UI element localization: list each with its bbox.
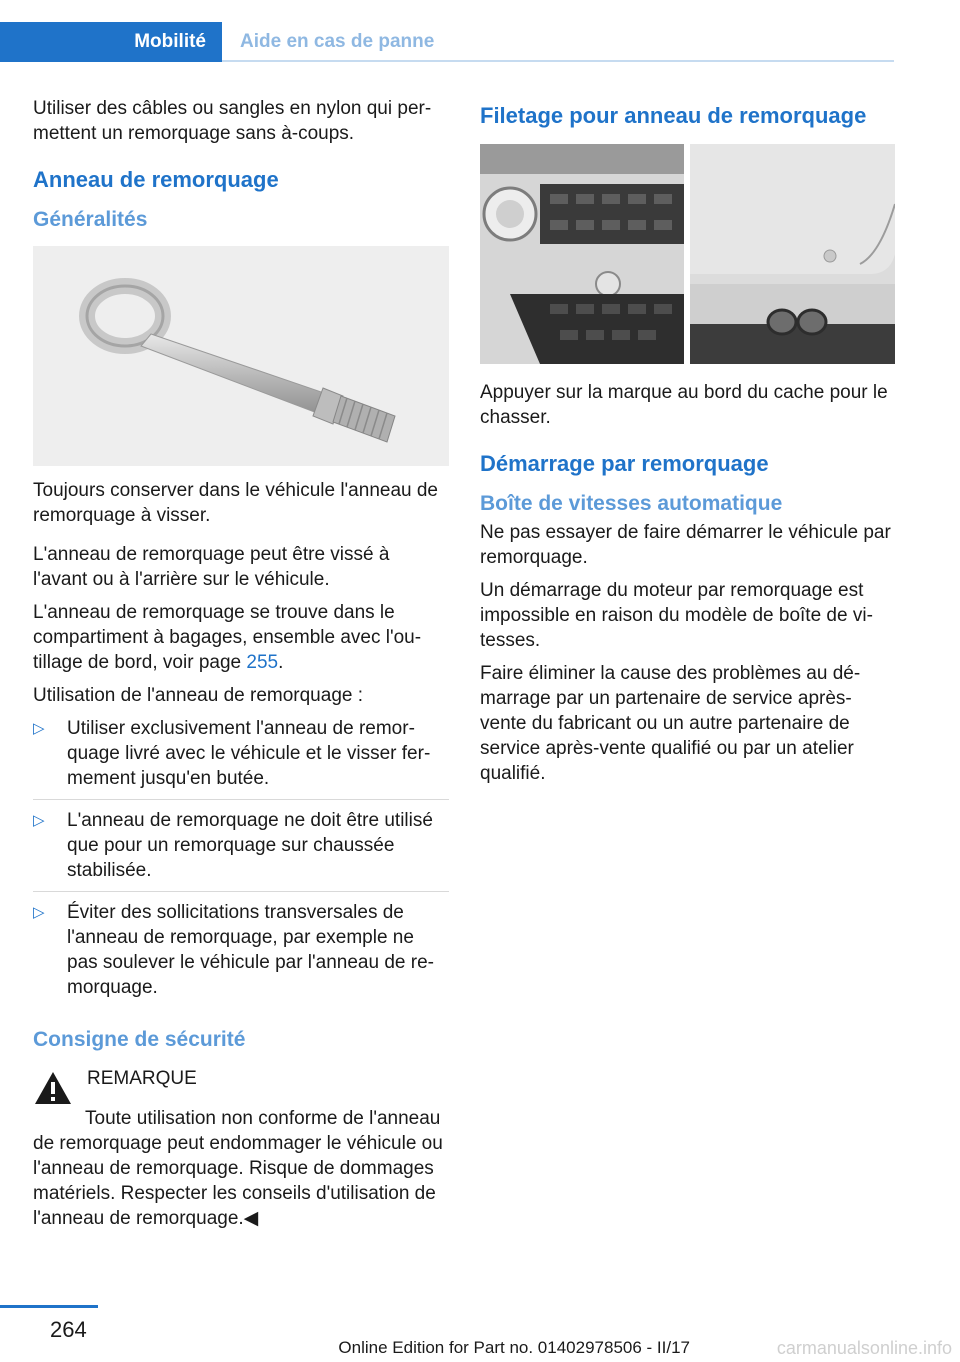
heading-filetage: Filetage pour anneau de remorquage bbox=[480, 103, 867, 128]
tow-eye-drawing bbox=[33, 246, 449, 466]
list-item-text: L'anneau de remorquage ne doit être utilisé que pour un remorquage sur chaussée stabilisée. bbox=[67, 810, 433, 881]
tab-divider bbox=[222, 60, 894, 62]
paragraph-appuyer: Appuyer sur la marque au bord du cache pour le chasser. bbox=[480, 382, 888, 428]
heading-boite-automatique: Boîte de vitesses automatique bbox=[480, 492, 783, 515]
triangle-right-icon: ▷ bbox=[33, 904, 45, 921]
tab-mobilite[interactable]: Mobilité bbox=[0, 22, 222, 62]
page-link[interactable]: 255 bbox=[246, 652, 279, 673]
heading-demarrage: Démarrage par remorquage bbox=[480, 451, 769, 476]
paragraph-faire: Faire éliminer la cause des problèmes au démarrage par un partenaire de service après-vente du fabricant ou un autre partenaire de service après-vente qualifié ou par un atelier qualifié. bbox=[480, 663, 861, 784]
warning-title: REMARQUE bbox=[87, 1068, 197, 1089]
watermark: carmanualsonline.info bbox=[776, 1338, 952, 1358]
page-number: 264 bbox=[50, 1317, 87, 1342]
heading-consigne-de-securite: Consigne de sécurité bbox=[33, 1028, 246, 1051]
paragraph-trouve-text: L'anneau de remorquage se trouve dans le compartiment à bagages, ensemble avec l'outillage de bord, voir page bbox=[33, 602, 422, 673]
paragraph-conserver: Toujours conserver dans le véhicule l'anneau de remorquage à visser. bbox=[33, 480, 438, 526]
paragraph-visse: L'anneau de remorquage peut être vissé à l'avant ou à l'arrière sur le véhicule. bbox=[33, 544, 390, 590]
list-item bbox=[33, 808, 449, 892]
paragraph-trouve bbox=[33, 600, 449, 675]
warning-text: Toute utilisation non conforme de l'anneau de remorquage peut endommager le véhicule ou l'anneau de remorquage. Risque de dommages matériels. Respecter les conseils d'utilisation de l'anneau de remorquage.◀ bbox=[33, 1108, 443, 1229]
right-column bbox=[480, 96, 896, 794]
list-item-text: Éviter des sollicitations transversales de l'anneau de remorquage, par exemple ne pas soulever le véhicule par l'anneau de remorquage. bbox=[67, 902, 434, 998]
paragraph-utilisation: Utilisation de l'anneau de remorquage : bbox=[33, 685, 364, 706]
front-bumper-photo bbox=[480, 144, 684, 364]
list-item bbox=[33, 900, 449, 1008]
rear-bumper-photo bbox=[690, 144, 895, 364]
usage-list bbox=[33, 716, 449, 1008]
paragraph-impossible: Un démarrage du moteur par remorquage est impossible en raison du modèle de boîte de vitesses. bbox=[480, 580, 873, 651]
tab-aide-en-cas-de-panne[interactable]: Aide en cas de panne bbox=[240, 31, 435, 52]
list-item bbox=[33, 716, 449, 800]
heading-generalites: Généralités bbox=[33, 208, 148, 231]
intro-paragraph: Utiliser des câbles ou sangles en nylon qui permettent un remorquage sans à-coups. bbox=[33, 98, 432, 144]
heading-anneau-de-remorquage: Anneau de remorquage bbox=[33, 167, 279, 192]
threaded-socket-photos bbox=[480, 144, 895, 364]
footer-rule bbox=[0, 1305, 98, 1308]
triangle-right-icon: ▷ bbox=[33, 812, 45, 829]
edition-label: Online Edition for Part no. 01402978506 - II/17 bbox=[338, 1338, 690, 1357]
warning-block bbox=[33, 1066, 449, 1106]
chapter-tabs bbox=[0, 22, 894, 62]
warning-triangle-icon bbox=[33, 1070, 73, 1106]
paragraph-ne-pas: Ne pas essayer de faire démarrer le véhicule par remorquage. bbox=[480, 522, 891, 568]
list-item-text: Utiliser exclusivement l'anneau de remorquage livré avec le véhicule et le visser fermement jusqu'en butée. bbox=[67, 718, 431, 789]
paragraph-trouve-end: . bbox=[278, 652, 284, 673]
tow-eye-illustration bbox=[33, 246, 449, 466]
left-column bbox=[33, 96, 449, 1239]
triangle-right-icon: ▷ bbox=[33, 720, 45, 737]
